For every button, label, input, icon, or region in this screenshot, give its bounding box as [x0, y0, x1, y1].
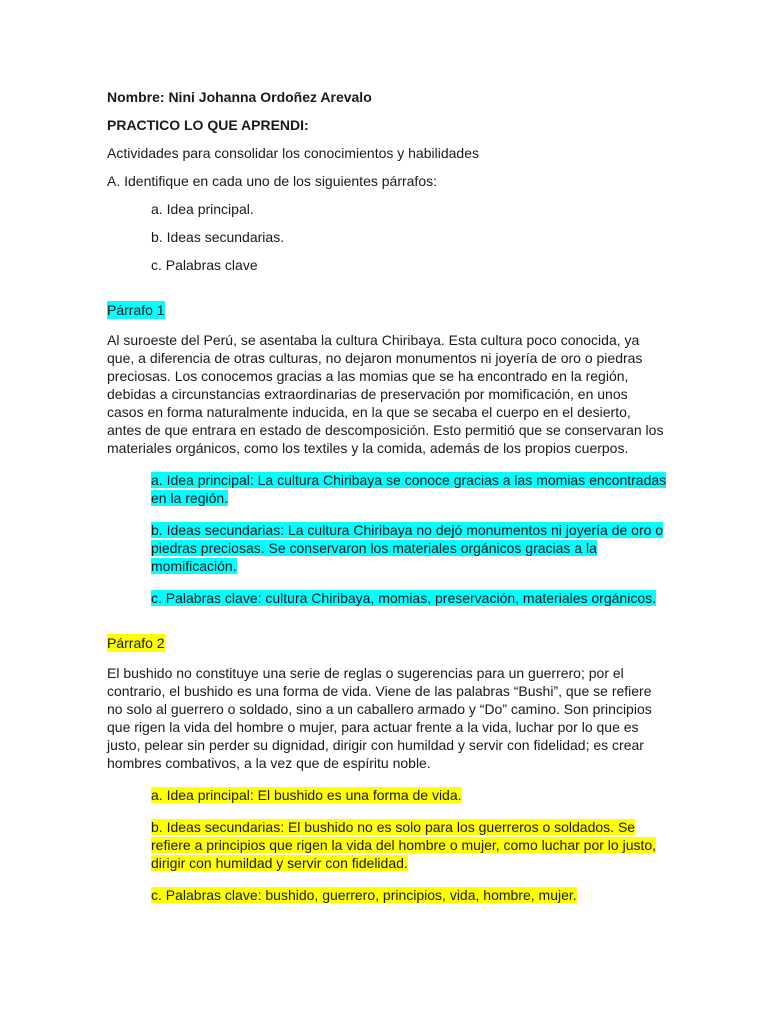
student-name: Nombre: Nini Johanna Ordoñez Arevalo: [107, 89, 372, 105]
highlighted-text: c. Palabras clave: cultura Chiribaya, momias, preservación, materiales orgánicos.: [151, 590, 656, 606]
highlighted-text: a. Idea principal: La cultura Chiribaya se conoce gracias a las momias encontradas en la región.: [151, 472, 667, 506]
section-title: PRACTICO LO QUE APRENDI:: [107, 117, 309, 133]
paragraph-2-answer-secondary-ideas: [151, 818, 667, 872]
activities-intro: Actividades para consolidar los conocimientos y habilidades: [107, 145, 479, 161]
paragraph-2-answer-main-idea: [151, 786, 667, 804]
instruction: A. Identifique en cada uno de los siguientes párrafos:: [107, 173, 437, 189]
document-page: [107, 88, 667, 914]
paragraph-1-section: [107, 301, 667, 607]
highlighted-text: b. Ideas secundarias: La cultura Chiribaya no dejó monumentos ni joyería de oro o piedras preciosas. Se conservaron los materiales orgánicos gracias a la momificación.: [151, 522, 664, 574]
paragraph-2-label: Párrafo 2: [107, 635, 165, 651]
list-item-keywords: c. Palabras clave: [151, 257, 258, 273]
paragraph-2-answer-keywords: [151, 886, 667, 904]
paragraph-1-label: Párrafo 1: [107, 302, 165, 318]
highlighted-text: b. Ideas secundarias: El bushido no es solo para los guerreros o soldados. Se refiere a principios que rigen la vida del hombre o mujer, como luchar por lo justo, dirigir con humildad y servir con fidelidad.: [151, 819, 657, 871]
paragraph-1-answer-main-idea: [151, 471, 667, 507]
paragraph-2-body: El bushido no constituye una serie de reglas o sugerencias para un guerrero; por el contrario, el bushido es una forma de vida. Viene de las palabras “Bushi”, que se refiere no solo al guerrero o soldado, sino a un caballero armado y “Do” camino. Son principios que rigen la vida del hombre o mujer, para actuar frente a la vida, luchar por lo que es justo, pelear sin perder su dignidad, dirigir con humildad y servir con fidelidad; es crear hombres combativos, a la vez que de espíritu noble.: [107, 665, 652, 771]
highlighted-text: a. Idea principal: El bushido es una forma de vida.: [151, 787, 462, 803]
list-item-main-idea: a. Idea principal.: [151, 201, 254, 217]
paragraph-1-body: Al suroeste del Perú, se asentaba la cultura Chiribaya. Esta cultura poco conocida, ya que, a diferencia de otras culturas, no dejaron monumentos ni joyería de oro o piedras preciosas. Los conocemos gracias a las momias que se ha encontrado en la región, debidas a circunstancias extraordinarias de preservación por momificación, en unos casos en forma naturalmente inducida, en la que se secaba el cuerpo en el desierto, antes de que entrara en estado de descomposición. Esto permitió que se conservaran los materiales orgánicos, como los textiles y la comida, además de los propios cuerpos.: [107, 332, 664, 456]
paragraph-2-section: [107, 634, 667, 904]
paragraph-1-answer-secondary-ideas: [151, 521, 667, 575]
paragraph-1-answer-keywords: [151, 589, 667, 607]
highlighted-text: c. Palabras clave: bushido, guerrero, principios, vida, hombre, mujer.: [151, 887, 577, 903]
list-item-secondary-ideas: b. Ideas secundarias.: [151, 229, 285, 245]
